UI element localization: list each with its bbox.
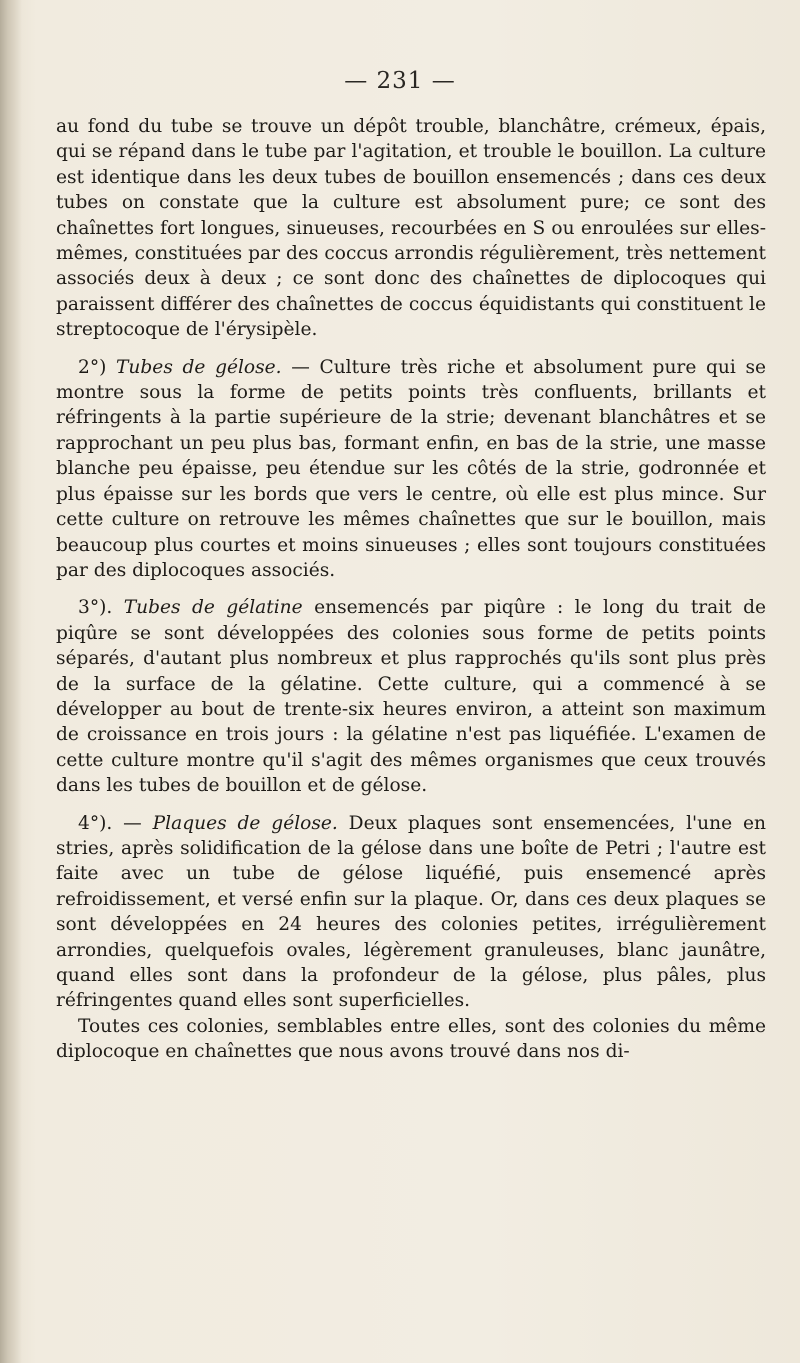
paragraph-text: au fond du tube se trouve un dépôt trouble, blanchâtre, crémeux, épais, qui se répand dans le tube par l'agitation, et trouble le bouillon. La culture est identique dans les deux tubes de bouillon ensemencés ; dans ces deux tubes on constate que la culture est absolument pure; ce sont des chaînettes fort longues, sinueuses, recourbées en S ou enroulées sur elles-mêmes, constituées par des coccus arrondis régulièrement, très nettement associés deux à deux ; ce sont donc des chaînettes de diplocoques qui paraissent différer des chaînettes de coccus équidistants qui constituent le streptocoque de l'érysipèle. bbox=[56, 116, 766, 341]
paragraph-continuation bbox=[56, 114, 766, 343]
paragraph-text: Deux plaques sont ensemencées, l'une en stries, après solidification de la gélose dans une boîte de Petri ; l'autre est faite avec un tube de gélose liquéfié, puis ensemencé après refroidissement, et versé enfin sur la plaque. Or, dans ces deux plaques se sont développées en 24 heures des colonies petites, irrégulièrement arrondies, quelquefois ovales, légèrement granuleuses, blanc jaunâtre, quand elles sont dans la profondeur de la gélose, plus pâles, plus réfringentes quand elles sont superficielles. bbox=[56, 812, 766, 1012]
paragraph-plaques-de-gelose bbox=[56, 811, 766, 1014]
paragraph-tubes-de-gelose bbox=[56, 355, 766, 584]
paragraph-text: ensemencés par piqûre : le long du trait de piqûre se sont développées des colonies sous forme de petits points séparés, d'autant plus nombreux et plus rapprochés qu'ils sont plus près de la surface de la gélatine. Cette culture, qui a commencé à se développer au bout de trente-six heures environ, a atteint son maximum de croissance en trois jours : la gélatine n'est pas liquéfiée. L'examen de cette culture montre qu'il s'agit des mêmes organismes que ceux trouvés dans les tubes de bouillon et de gélose. bbox=[56, 597, 767, 797]
paragraph-tubes-de-gelatine bbox=[56, 595, 766, 798]
body-text bbox=[56, 114, 766, 1065]
paragraph-toutes-ces-colonies bbox=[56, 1014, 766, 1065]
paragraph-number: 2°) bbox=[78, 356, 117, 378]
paragraph-number: 3°). bbox=[78, 597, 124, 619]
page-binding-shadow bbox=[0, 0, 22, 1363]
paragraph-number: 4°). — bbox=[78, 812, 153, 834]
paragraph-text: Toutes ces colonies, semblables entre elles, sont des colonies du même diplocoque en chaînettes que nous avons trouvé dans nos di- bbox=[56, 1015, 766, 1063]
paragraph-text: — Culture très riche et absolument pure qui se montre sous la forme de petits points très confluents, brillants et réfringents à la partie supérieure de la strie; devenant blanchâtres et se rapprochant un peu plus bas, formant enfin, en bas de la strie, une masse blanche peu épaisse, peu étendue sur les côtés de la strie, godronnée et plus épaisse sur les bords que vers le centre, où elle est plus mince. Sur cette culture on retrouve les mêmes chaînettes que sur le bouillon, mais beaucoup plus courtes et moins sinueuses ; elles sont toujours constituées par des diplocoques associés. bbox=[56, 356, 766, 581]
paragraph-heading: Plaques de gélose. bbox=[152, 812, 338, 834]
paragraph-heading: Tubes de gélatine bbox=[123, 597, 303, 619]
page-number: — 231 — bbox=[344, 68, 456, 94]
paragraph-heading: Tubes de gélose. bbox=[116, 356, 282, 378]
